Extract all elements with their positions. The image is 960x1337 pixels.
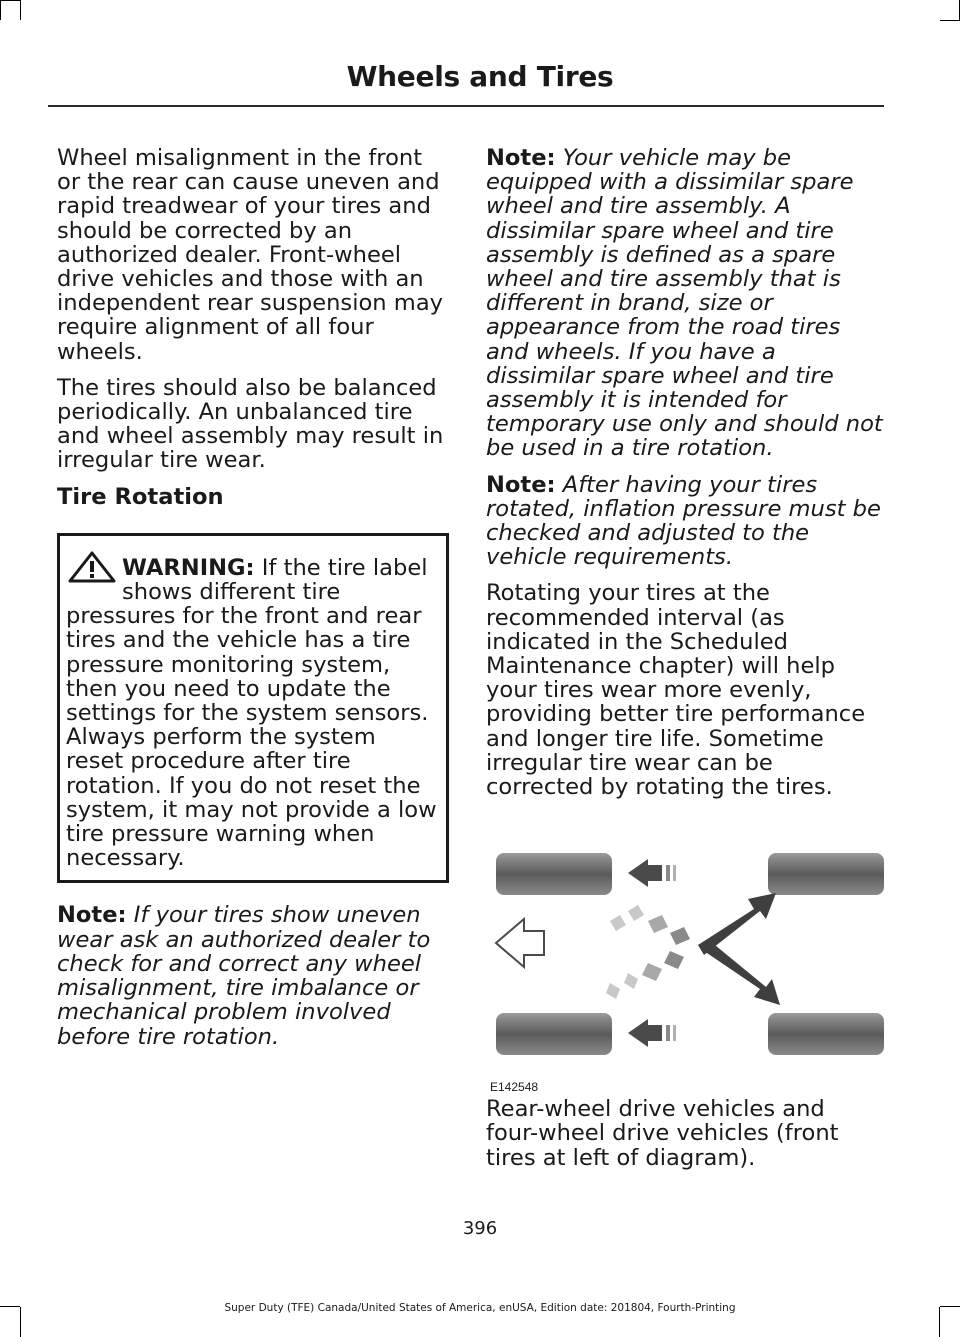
page-number: 396: [462, 1218, 498, 1239]
right-column: [486, 146, 884, 1182]
warning-box: [57, 533, 449, 884]
note-spare-paragraph: [486, 146, 884, 461]
note-paragraph: [57, 903, 449, 1048]
section-heading: Tire Rotation: [57, 483, 224, 510]
faded-dashes-upper: [610, 905, 690, 945]
title-rule: [48, 105, 884, 107]
note-label: Note:: [57, 902, 127, 929]
rotation-paragraph: Rotating your tires at the recommended interval (as indicated in the Scheduled Maintenance chapter) will help your tires wear more evenly, providing better tire performance and longer tire life. Sometime irregular tire wear can be corrected by rotating the tires.: [486, 580, 866, 801]
diagram-caption: Rear-wheel drive vehicles and four-wheel drive vehicles (front tires at left of diagram).: [486, 1096, 839, 1171]
diagonal-arrow-down: [704, 941, 780, 1005]
figure-id-label: E142548: [490, 1080, 539, 1095]
note-text: After having your tires rotated, inflation pressure must be checked and adjusted to the vehicle requirements.: [486, 471, 881, 571]
page-title: Wheels and Tires: [346, 60, 614, 93]
warning-text: If the tire label shows different tire pressures for the front and rear tires and the vehicle has a tire pressure monitoring system, then you need to update the settings for the system sensors. Always perform the system reset procedure after tire rotation. If you do not reset the system, it may not provide a low tire pressure warning when necessary.: [66, 554, 437, 872]
rear-left-tire: [768, 853, 884, 895]
note-label: Note:: [486, 471, 556, 498]
page-footer: Super Duty (TFE) Canada/United States of America, enUSA, Edition date: 201804, Fourth-Printing: [224, 1302, 736, 1314]
faded-dashes-lower: [606, 951, 684, 999]
front-right-tire: [496, 1013, 612, 1055]
vehicle-direction-arrow: [496, 919, 544, 967]
balance-paragraph: The tires should also be balanced periodically. An unbalanced tire and wheel assembly may result in irregular tire wear.: [57, 374, 444, 474]
warning-triangle-icon: [66, 550, 118, 584]
alignment-paragraph: Wheel misalignment in the front or the rear can cause uneven and rapid treadwear of your tires and should be corrected by an authorized dealer. Front-wheel drive vehicles and those with an independent rear suspension may require alignment of all four wheels.: [57, 145, 444, 365]
left-column: [57, 146, 449, 1061]
dashed-arrow-top: [628, 859, 676, 887]
crop-mark: [20, 0, 21, 20]
crop-mark: [940, 20, 960, 21]
note-inflation-paragraph: [486, 473, 884, 570]
front-left-tire: [496, 853, 612, 895]
dashed-arrow-bottom: [628, 1019, 676, 1047]
note-text: If your tires show uneven wear ask an authorized dealer to check for and correct any wheel misalignment, tire imbalance or mechanical problem involved before tire rotation.: [57, 902, 431, 1050]
tire-rotation-diagram: [486, 847, 884, 1097]
crop-mark: [0, 0, 20, 1]
note-text: Your vehicle may be equipped with a dissimilar spare wheel and tire assembly. A dissimilar spare wheel and tire assembly is defined as a spare wheel and tire assembly that is different in brand, size or appearance from the road tires and wheels. If you have a dissimilar spare wheel and tire assembly it is intended for temporary use only and should not be used in a tire rotation.: [486, 145, 883, 462]
crop-mark: [0, 0, 1, 20]
note-label: Note:: [486, 145, 556, 171]
rear-right-tire: [768, 1013, 884, 1055]
warning-label: WARNING:: [122, 554, 255, 581]
